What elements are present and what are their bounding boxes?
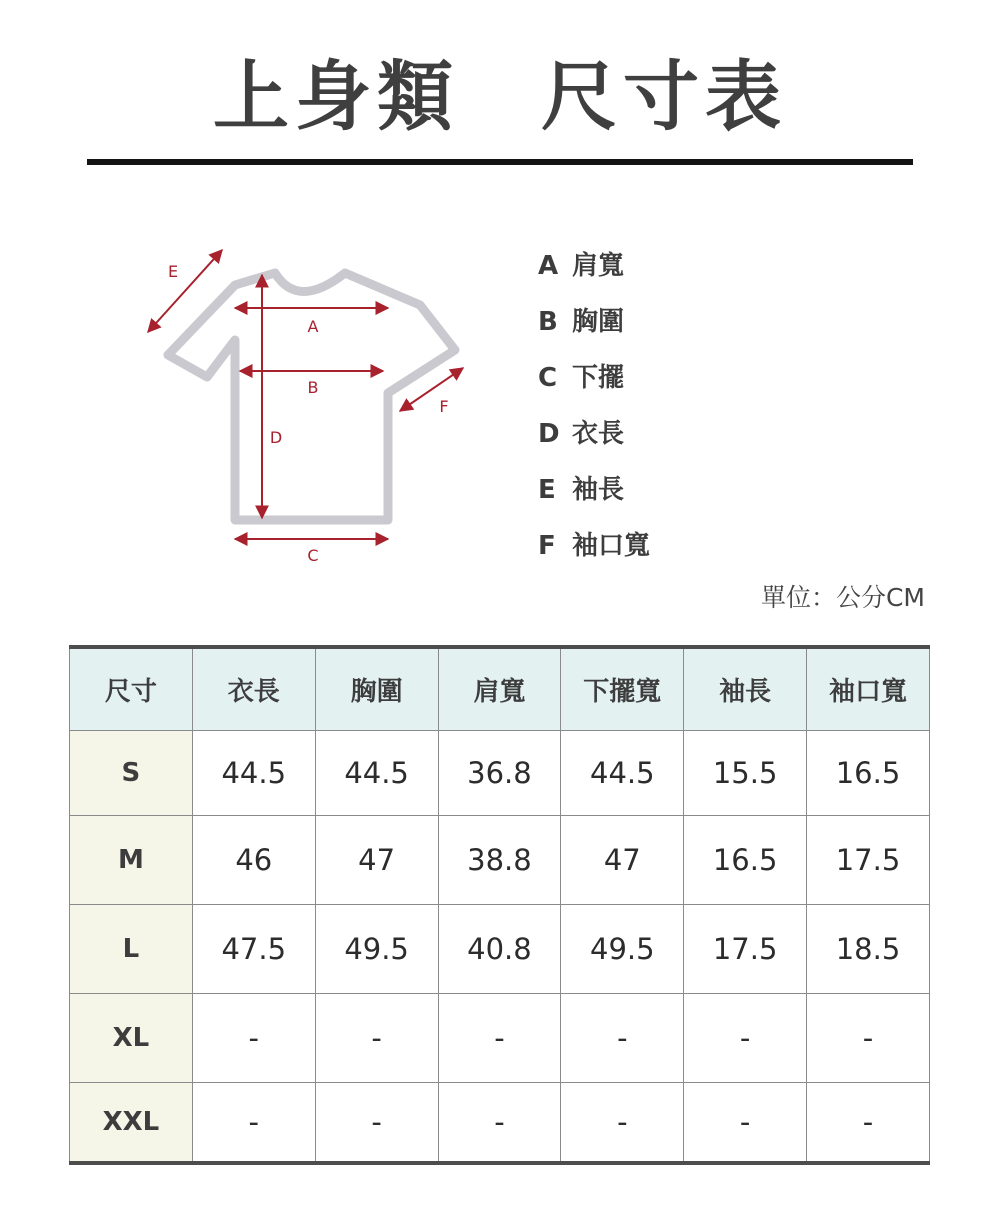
header-length: 衣長 [192, 647, 315, 731]
legend-item [538, 526, 738, 582]
size-cell: L [70, 905, 193, 994]
size-cell: M [70, 816, 193, 905]
header-chest: 胸圍 [315, 647, 438, 731]
table-cell: 47 [561, 816, 684, 905]
header-shoulder: 肩寬 [438, 647, 561, 731]
table-cell: - [561, 994, 684, 1083]
table-cell: 36.8 [438, 731, 561, 816]
table-cell: 15.5 [684, 731, 807, 816]
table-cell: - [438, 994, 561, 1083]
table-header-row [70, 647, 930, 731]
label-f: F [439, 397, 449, 416]
legend-letter: F [538, 531, 556, 561]
title-divider [87, 159, 913, 165]
legend-label: 肩寬 [572, 251, 625, 281]
legend-label: 胸圍 [572, 307, 625, 337]
unit-note: 單位：公分CM [760, 583, 925, 612]
legend-label: 袖口寬 [572, 531, 651, 561]
table-cell: 38.8 [438, 816, 561, 905]
header-sleeve: 袖長 [684, 647, 807, 731]
legend-label: 衣長 [572, 419, 625, 449]
table-cell: 44.5 [561, 731, 684, 816]
size-table [69, 645, 930, 1165]
table-cell: 17.5 [684, 905, 807, 994]
legend-letter: D [538, 419, 560, 449]
legend-label: 袖長 [572, 475, 625, 505]
table-cell: - [561, 1083, 684, 1164]
table-cell: - [684, 1083, 807, 1164]
table-cell: 16.5 [807, 731, 930, 816]
header-hem: 下擺寬 [561, 647, 684, 731]
table-row [70, 1083, 930, 1164]
table-cell: 44.5 [315, 731, 438, 816]
table-cell: 44.5 [192, 731, 315, 816]
table-cell: - [315, 994, 438, 1083]
page-title: 上身類 尺寸表 [213, 52, 787, 141]
tshirt-measurement-diagram [130, 235, 490, 575]
size-cell: XXL [70, 1083, 193, 1164]
table-cell: - [684, 994, 807, 1083]
label-d: D [269, 428, 283, 447]
table-row [70, 994, 930, 1083]
table-cell: 18.5 [807, 905, 930, 994]
size-cell: XL [70, 994, 193, 1083]
table-cell: - [192, 994, 315, 1083]
arrow-e [148, 250, 222, 332]
table-cell: 17.5 [807, 816, 930, 905]
table-cell: 40.8 [438, 905, 561, 994]
table-cell: 47 [315, 816, 438, 905]
measurement-legend [538, 246, 738, 582]
header-cuff: 袖口寬 [807, 647, 930, 731]
size-cell: S [70, 731, 193, 816]
table-cell: 49.5 [561, 905, 684, 994]
table-cell: - [438, 1083, 561, 1164]
table-cell: 49.5 [315, 905, 438, 994]
table-cell: - [807, 1083, 930, 1164]
header-size: 尺寸 [70, 647, 193, 731]
table-cell: - [192, 1083, 315, 1164]
legend-label: 下擺 [572, 363, 625, 393]
label-a: A [307, 317, 319, 336]
legend-item [538, 358, 738, 414]
legend-item [538, 414, 738, 470]
legend-letter: C [538, 363, 558, 393]
label-e: E [167, 262, 179, 281]
table-row [70, 731, 930, 816]
label-c: C [307, 546, 319, 565]
legend-letter: B [538, 307, 558, 337]
label-b: B [307, 378, 319, 397]
table-cell: 16.5 [684, 816, 807, 905]
legend-item [538, 302, 738, 358]
legend-item [538, 470, 738, 526]
legend-item [538, 246, 738, 302]
legend-letter: A [538, 251, 559, 281]
table-row [70, 905, 930, 994]
legend-letter: E [538, 475, 556, 505]
table-row [70, 816, 930, 905]
table-cell: 46 [192, 816, 315, 905]
table-cell: - [315, 1083, 438, 1164]
table-cell: 47.5 [192, 905, 315, 994]
table-cell: - [807, 994, 930, 1083]
